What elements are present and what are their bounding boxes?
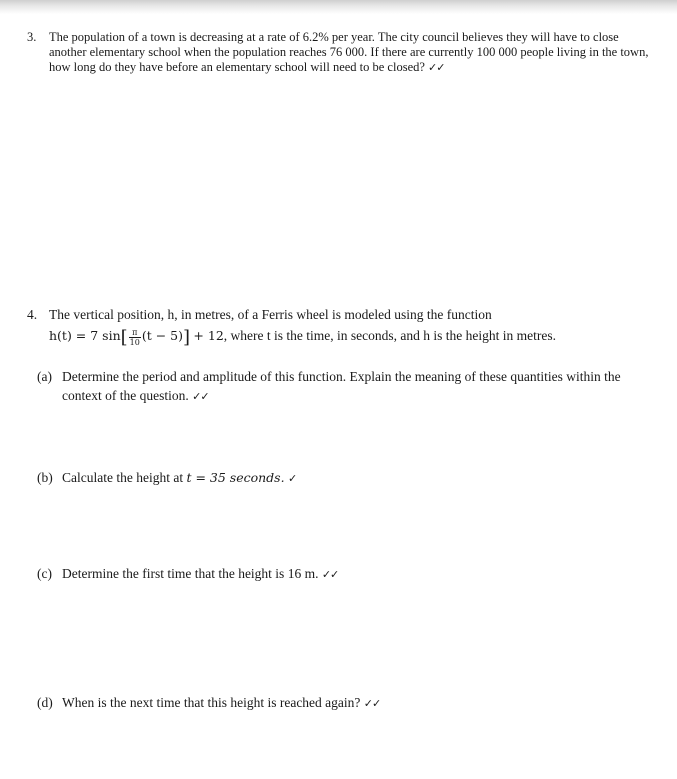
part-a-marks: ✓✓ xyxy=(192,390,209,403)
formula-inner: (t − 5) xyxy=(141,328,184,343)
question-3 xyxy=(27,30,657,75)
question-4-number: 4. xyxy=(27,307,38,322)
formula-open-bracket: [ xyxy=(120,327,128,348)
part-d-text xyxy=(62,693,647,713)
part-d-marks: ✓✓ xyxy=(363,697,381,710)
part-a-body: Determine the period and amplitude of this function. Explain the meaning of these quantities within the context of the question. xyxy=(62,369,621,403)
part-c-body: Determine the first time that the height is 16 m. xyxy=(62,566,319,581)
fraction-denominator: 10 xyxy=(129,338,140,347)
question-3-body: The population of a town is decreasing at a rate of 6.2% per year. The city council believes they will have to close another elementary school when the population reaches 76 000. If there are currently 100 000 people living in the town, how long do they have before an elementary school will need to be closed? xyxy=(49,30,649,74)
question-4a xyxy=(37,367,647,406)
part-c-label: (c) xyxy=(37,566,52,581)
formula-tail: , where t is the time, in seconds, and h is the height in metres. xyxy=(223,328,556,343)
fraction-numerator: π xyxy=(129,328,141,338)
part-a-label: (a) xyxy=(37,369,52,384)
formula-rhs: + 12 xyxy=(193,328,224,343)
part-c-marks: ✓✓ xyxy=(321,568,339,581)
ferris-wheel-formula xyxy=(49,325,657,348)
part-d-body: When is the next time that this height is reached again? xyxy=(62,695,361,710)
question-3-text xyxy=(49,30,657,75)
question-4d xyxy=(37,693,647,713)
question-4 xyxy=(27,304,657,348)
part-b-label: (b) xyxy=(37,470,53,485)
part-c-text xyxy=(62,564,647,584)
part-d-label: (d) xyxy=(37,695,53,710)
formula-fraction xyxy=(129,328,141,347)
part-b-marks: ✓ xyxy=(287,472,297,485)
part-b-body: Calculate the height at xyxy=(62,470,184,485)
question-4c xyxy=(37,564,647,584)
formula-lhs: h(t) = 7 sin xyxy=(49,328,121,343)
part-b-math: t = 35 seconds. xyxy=(186,470,285,485)
top-edge-shadow xyxy=(0,0,677,14)
question-3-marks: ✓✓ xyxy=(428,61,445,74)
part-a-text xyxy=(62,367,647,406)
formula-close-bracket: ] xyxy=(183,327,191,348)
part-b-text xyxy=(62,468,647,488)
question-4b xyxy=(37,468,647,488)
question-4-intro: The vertical position, h, in metres, of a Ferris wheel is modeled using the function xyxy=(49,307,492,322)
question-3-number: 3. xyxy=(27,30,37,44)
